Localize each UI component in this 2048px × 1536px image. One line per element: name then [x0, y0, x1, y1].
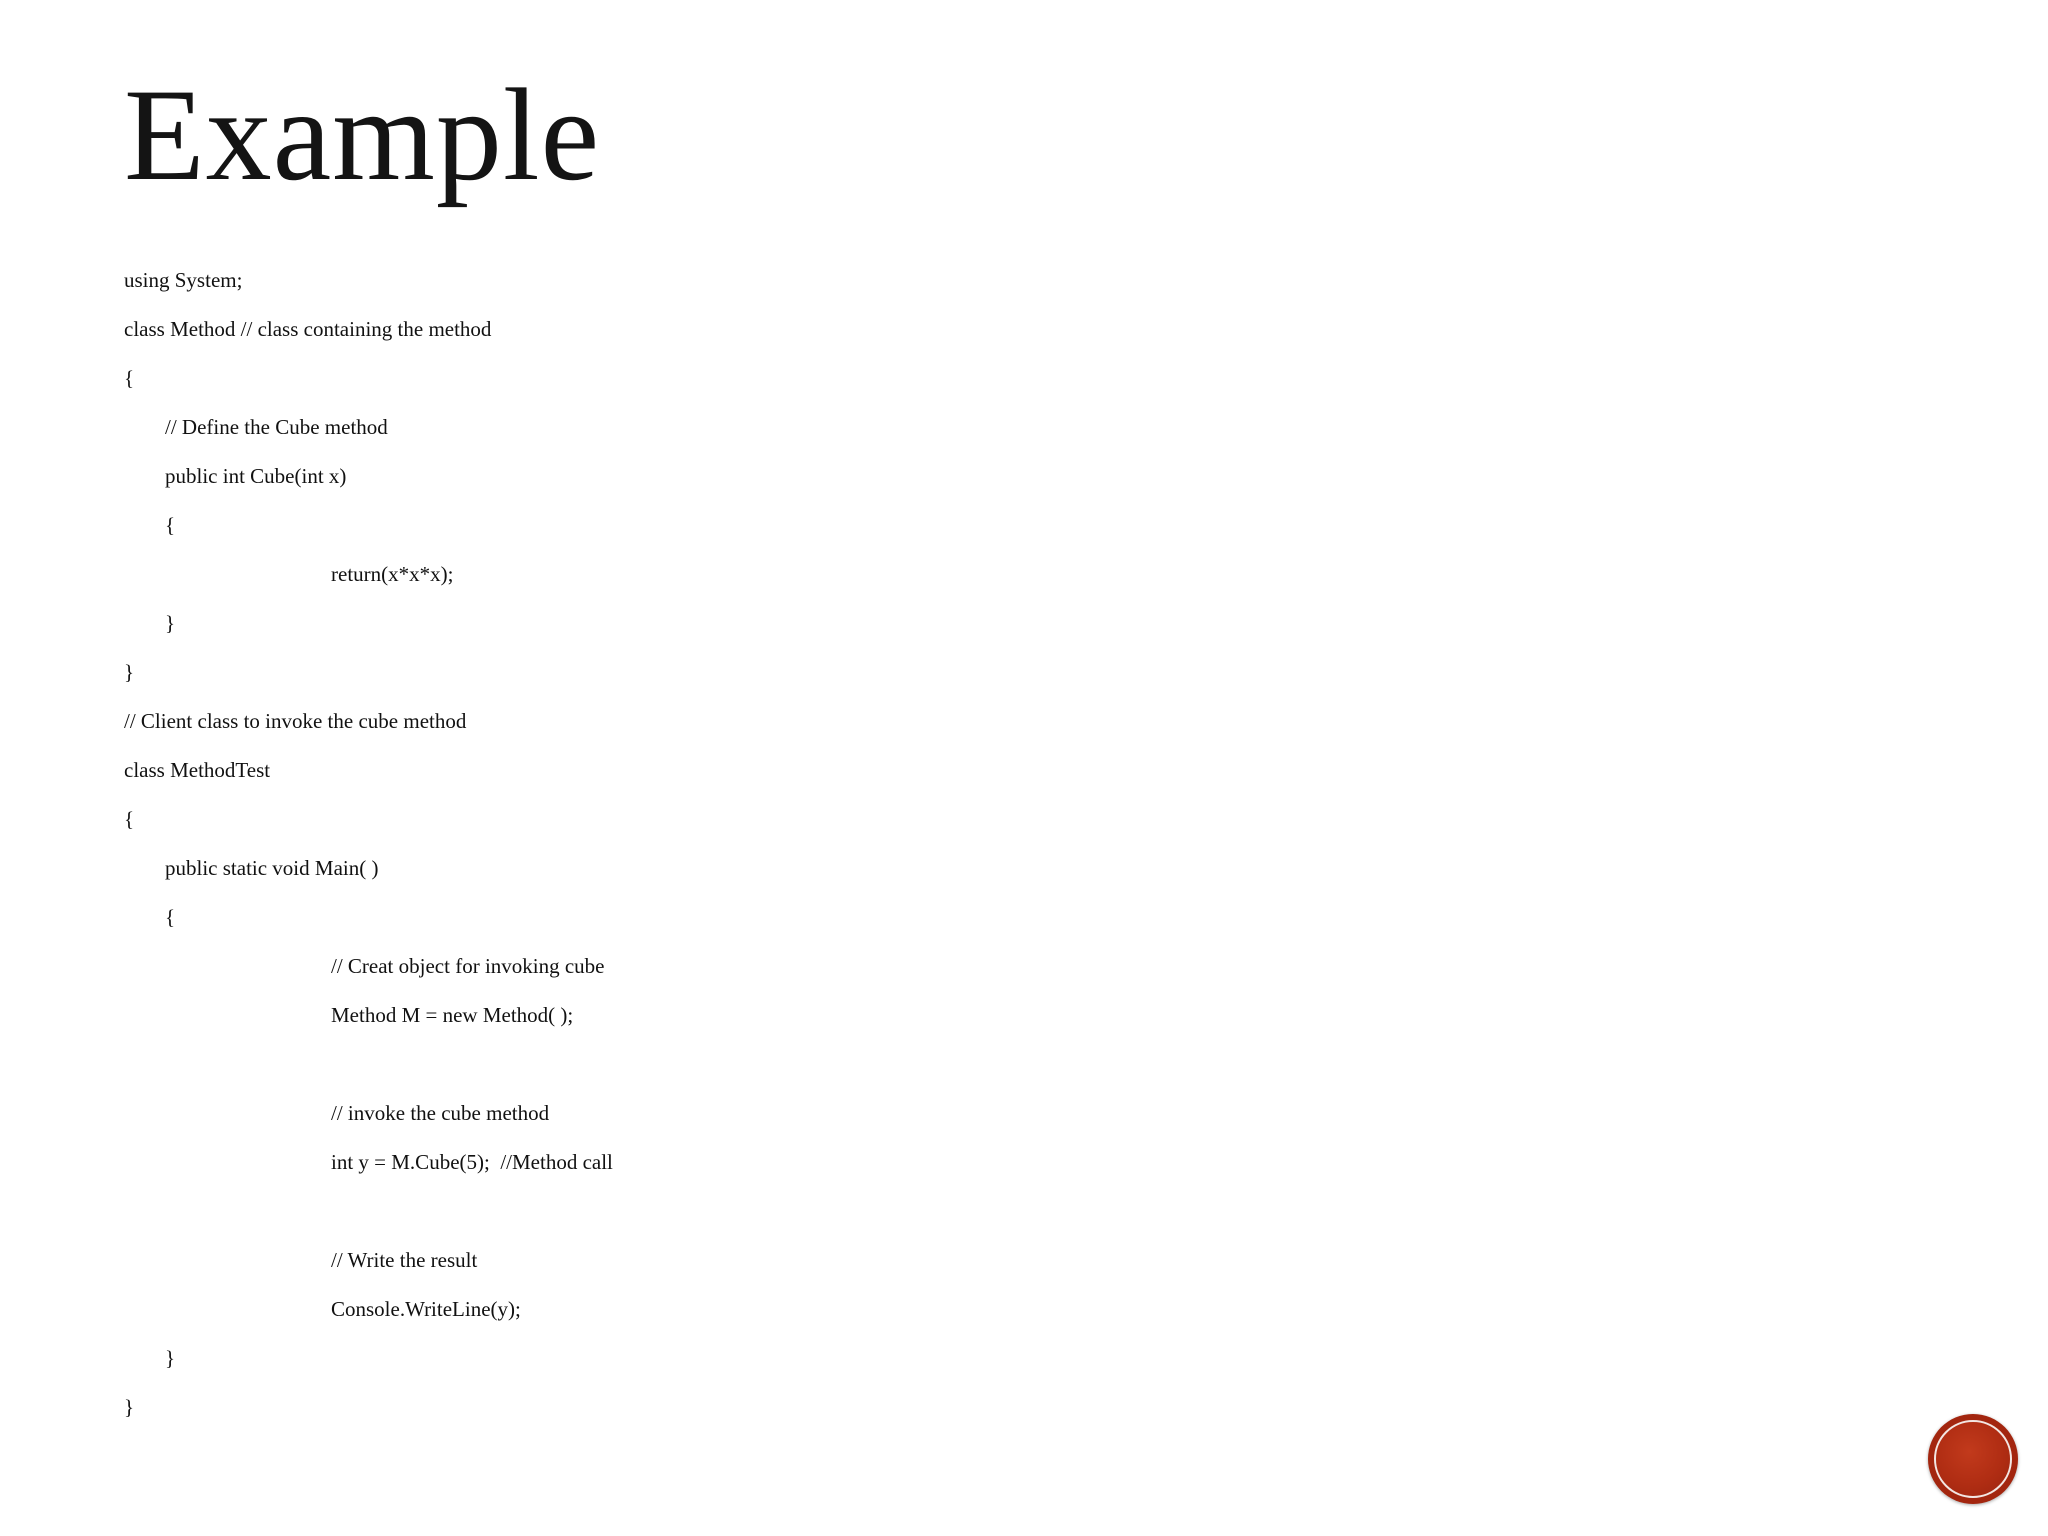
slide-title: Example — [124, 61, 601, 208]
code-line: { — [165, 513, 176, 537]
code-line: return(x*x*x); — [331, 562, 454, 586]
code-line: public static void Main( ) — [165, 856, 379, 880]
code-line: public int Cube(int x) — [165, 464, 347, 488]
code-line: class Method // class containing the method — [124, 317, 492, 341]
code-line: { — [165, 905, 176, 929]
code-line: } — [124, 1395, 135, 1419]
code-line: } — [165, 611, 176, 635]
code-line: using System; — [124, 268, 243, 292]
code-line: // Client class to invoke the cube method — [124, 709, 467, 733]
code-line: Console.WriteLine(y); — [331, 1297, 521, 1321]
button-ring — [1934, 1420, 2012, 1498]
red-circle-button-icon[interactable] — [1928, 1414, 2018, 1504]
code-line: // invoke the cube method — [331, 1101, 550, 1125]
code-line: // Define the Cube method — [165, 415, 388, 439]
code-line: Method M = new Method( ); — [331, 1003, 574, 1027]
blank-code-line — [124, 1040, 613, 1089]
code-line: // Write the result — [331, 1248, 478, 1272]
code-line: } — [124, 660, 135, 684]
code-line: { — [124, 807, 135, 831]
code-line: { — [124, 366, 135, 390]
code-line: // Creat object for invoking cube — [331, 954, 605, 978]
code-line: int y = M.Cube(5); //Method call — [331, 1150, 613, 1174]
blank-code-line — [124, 1187, 613, 1236]
code-line: class MethodTest — [124, 758, 271, 782]
code-line: } — [165, 1346, 176, 1370]
code-block — [124, 256, 613, 1432]
